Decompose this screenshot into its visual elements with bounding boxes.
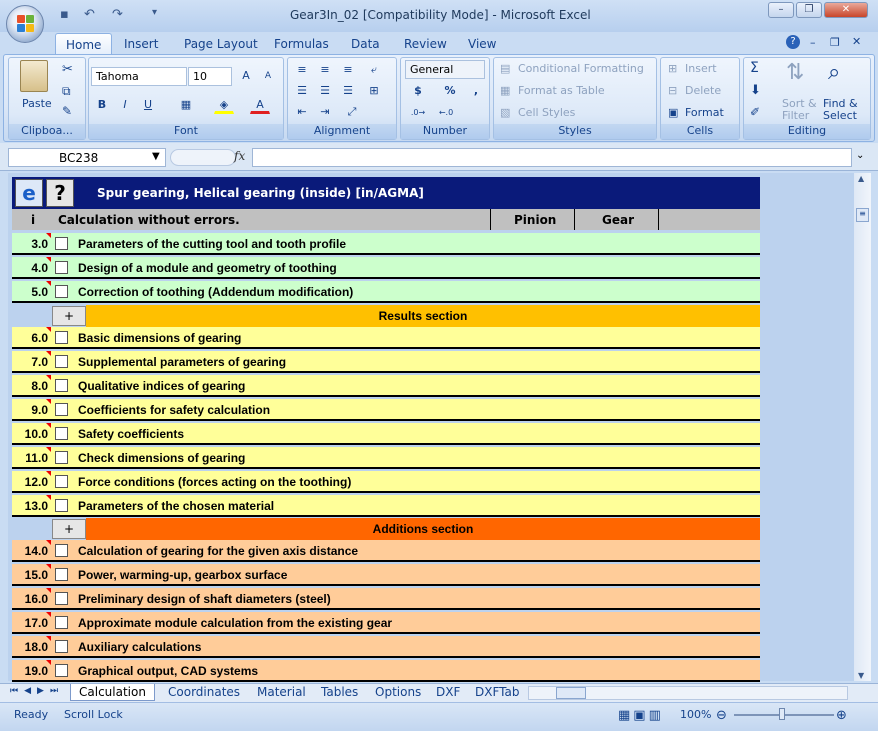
grow-font-icon[interactable]: A (242, 69, 250, 82)
row-label[interactable]: Check dimensions of gearing (78, 451, 246, 465)
additions-expand-button[interactable]: + (52, 519, 86, 539)
row-checkbox[interactable] (55, 616, 68, 629)
row-checkbox[interactable] (55, 592, 68, 605)
orientation-icon[interactable]: ⤢ (347, 105, 357, 118)
row-number: 6.0 (31, 331, 48, 345)
tab-review[interactable]: Review (404, 37, 447, 51)
calc-row[interactable] (12, 281, 760, 303)
number-format-combo[interactable]: General (405, 60, 485, 79)
formula-control-pill (170, 149, 236, 166)
format-cells-icon: ▣ (668, 106, 679, 119)
row-number: 9.0 (31, 403, 48, 417)
comment-marker-icon (46, 588, 51, 593)
cells-group-label: Cells (661, 124, 739, 139)
calc-row[interactable] (12, 375, 760, 397)
row-checkbox[interactable] (55, 451, 68, 464)
comment-marker-icon (46, 399, 51, 404)
row-checkbox[interactable] (55, 237, 68, 250)
comma-button[interactable]: , (473, 84, 479, 97)
styles-group-label: Styles (494, 124, 656, 139)
status-scroll-lock: Scroll Lock (64, 708, 123, 721)
row-label[interactable]: Coefficients for safety calculation (78, 403, 271, 417)
minimize-button[interactable]: – (768, 2, 794, 18)
scroll-up-icon[interactable]: ▲ (858, 174, 865, 183)
comment-marker-icon (46, 351, 51, 356)
font-name-combo[interactable]: Tahoma (91, 67, 187, 86)
comment-marker-icon (46, 612, 51, 617)
row-checkbox[interactable] (55, 331, 68, 344)
tab-view[interactable]: View (468, 37, 497, 51)
name-box-dropdown-icon[interactable]: ▼ (152, 151, 160, 162)
results-expand-button[interactable]: + (52, 306, 86, 326)
pinion-column-header: Pinion (514, 213, 557, 227)
calc-row[interactable] (12, 399, 760, 421)
comment-marker-icon (46, 636, 51, 641)
hscroll-thumb[interactable] (556, 687, 586, 699)
gear-column-header: Gear (602, 213, 635, 227)
zoom-slider-thumb[interactable] (779, 708, 785, 720)
additions-section-label: Additions section (86, 518, 760, 540)
tab-home[interactable]: Home (55, 33, 112, 55)
calc-row[interactable] (12, 612, 760, 634)
row-checkbox[interactable] (55, 261, 68, 274)
editing-group-label: Editing (744, 124, 870, 139)
row-checkbox[interactable] (55, 475, 68, 488)
comment-marker-icon (46, 564, 51, 569)
calc-row[interactable] (12, 447, 760, 469)
sheet-title: Spur gearing, Helical gearing (inside) [in/AGMA] (97, 186, 424, 200)
increase-decimal-icon[interactable]: .0→ (410, 108, 426, 117)
formula-input[interactable] (252, 148, 852, 167)
sheet-nav-arrows-icon[interactable]: ⏮◀▶⏭ (10, 686, 65, 696)
row-label[interactable]: Safety coefficients (78, 427, 185, 441)
save-icon[interactable]: ▪ (60, 7, 69, 22)
align-top-icon[interactable]: ≡ (297, 63, 307, 76)
sheet-tab-coordinates[interactable]: Coordinates (168, 685, 241, 699)
align-center-icon[interactable]: ☰ (320, 84, 330, 97)
row-checkbox[interactable] (55, 355, 68, 368)
vscroll-thumb[interactable]: ≡ (856, 208, 869, 222)
row-number: 18.0 (24, 640, 48, 654)
calc-row[interactable] (12, 351, 760, 373)
comment-marker-icon (46, 375, 51, 380)
decrease-indent-icon[interactable]: ⇤ (297, 105, 307, 118)
format-painter-icon[interactable]: ✎ (62, 104, 73, 118)
row-checkbox[interactable] (55, 427, 68, 440)
cell-styles-button[interactable]: Cell Styles (518, 106, 576, 119)
font-color-icon[interactable]: A (250, 96, 270, 114)
sheet-tab-material[interactable]: Material (257, 685, 306, 699)
row-label[interactable]: Force conditions (forces acting on the toothing) (78, 475, 352, 489)
row-label[interactable]: Design of a module and geometry of toothing (78, 261, 337, 275)
cell-styles-icon: ▧ (500, 106, 511, 119)
format-as-table-button[interactable]: Format as Table (518, 84, 605, 97)
row-number: 3.0 (31, 237, 48, 251)
calc-row[interactable] (12, 540, 760, 562)
row-number: 14.0 (24, 544, 48, 558)
status-bar (0, 702, 878, 731)
row-number: 10.0 (24, 427, 48, 441)
align-right-icon[interactable]: ☰ (343, 84, 353, 97)
fill-icon[interactable]: ⬇ (750, 83, 761, 98)
zoom-level[interactable]: 100% (680, 708, 712, 721)
row-number: 8.0 (31, 379, 48, 393)
row-number: 19.0 (24, 664, 48, 678)
row-number: 17.0 (24, 616, 48, 630)
row-label[interactable]: Auxiliary calculations (78, 640, 202, 654)
insert-cells-icon: ⊞ (668, 62, 678, 75)
row-label[interactable]: Power, warming-up, gearbox surface (78, 568, 288, 582)
calc-row[interactable] (12, 660, 760, 682)
row-checkbox[interactable] (55, 544, 68, 557)
autosum-button[interactable]: Σ (750, 60, 759, 76)
customize-qat-icon[interactable]: ▾ (152, 7, 158, 18)
borders-icon[interactable]: ▦ (180, 98, 192, 111)
align-middle-icon[interactable]: ≡ (320, 63, 330, 76)
delete-cells-icon: ⊟ (668, 84, 678, 97)
cut-icon[interactable]: ✂ (62, 62, 73, 77)
row-label[interactable]: Correction of toothing (Addendum modification) (78, 285, 354, 299)
name-box[interactable]: BC238 (8, 148, 166, 167)
increase-indent-icon[interactable]: ⇥ (320, 105, 330, 118)
calc-row[interactable] (12, 564, 760, 586)
results-section-label: Results section (86, 305, 760, 327)
paste-icon[interactable] (20, 60, 48, 92)
row-number: 4.0 (31, 261, 48, 275)
row-number: 7.0 (31, 355, 48, 369)
sort-filter-button[interactable]: Sort & (782, 97, 817, 110)
fill-color-icon[interactable]: ◈ (214, 96, 234, 114)
scroll-down-icon[interactable]: ▼ (858, 671, 865, 680)
number-group-label: Number (401, 124, 489, 139)
copy-icon[interactable]: ⧉ (62, 84, 71, 98)
row-label[interactable]: Parameters of the chosen material (78, 499, 275, 513)
format-as-table-icon: ▦ (500, 84, 511, 97)
row-label[interactable]: Supplemental parameters of gearing (78, 355, 287, 369)
find-select-button[interactable]: Find & (823, 97, 858, 110)
format-cells-button[interactable]: Format (685, 106, 724, 119)
comment-marker-icon (46, 540, 51, 545)
calc-row[interactable] (12, 495, 760, 517)
underline-button[interactable]: U (143, 98, 153, 111)
comment-marker-icon (46, 233, 51, 238)
merge-center-icon[interactable]: ⊞ (369, 84, 379, 97)
view-mode-icons[interactable]: ▦▣▥ (618, 708, 664, 723)
help-icon[interactable]: ? (786, 35, 800, 49)
decrease-decimal-icon[interactable]: ←.0 (438, 108, 454, 117)
sheet-tab-tables[interactable]: Tables (321, 685, 359, 699)
conditional-formatting-button[interactable]: Conditional Formatting (518, 62, 644, 75)
window-title: Gear3In_02 [Compatibility Mode] - Microsoft Excel (290, 8, 591, 22)
redo-icon[interactable]: ↷ (112, 7, 123, 22)
help-button[interactable]: ? (46, 179, 74, 207)
sheet-tab-options[interactable]: Options (375, 685, 422, 699)
browser-link-icon[interactable]: e (15, 179, 43, 207)
row-checkbox[interactable] (55, 499, 68, 512)
shrink-font-icon[interactable]: A (264, 71, 272, 81)
align-left-icon[interactable]: ☰ (297, 84, 307, 97)
insert-cells-button[interactable]: Insert (685, 62, 717, 75)
row-checkbox[interactable] (55, 285, 68, 298)
currency-button[interactable]: $ (414, 84, 422, 97)
wrap-text-icon[interactable]: ⤶ (370, 63, 378, 76)
clipboard-group-label: Clipboa... (9, 124, 85, 139)
row-label[interactable]: Approximate module calculation from the existing gear (78, 616, 393, 630)
ribbon-close-icon[interactable]: ✕ (852, 35, 862, 48)
row-label[interactable]: Parameters of the cutting tool and tooth profile (78, 237, 347, 251)
find-select-icon: ⌕ (828, 60, 841, 85)
row-number: 13.0 (24, 499, 48, 513)
conditional-formatting-icon: ▤ (500, 62, 511, 75)
ribbon-minimize-icon[interactable]: – (810, 36, 816, 49)
find-select-button-line2[interactable]: Select (823, 109, 857, 122)
insert-function-button[interactable]: fx (234, 149, 246, 163)
calc-row[interactable] (12, 471, 760, 493)
row-number: 5.0 (31, 285, 48, 299)
row-number: 15.0 (24, 568, 48, 582)
row-number: 11.0 (25, 451, 48, 465)
italic-button[interactable]: I (123, 98, 127, 111)
undo-icon[interactable]: ↶ (84, 7, 95, 22)
row-checkbox[interactable] (55, 664, 68, 677)
zoom-out-icon[interactable]: ⊖ (716, 708, 727, 723)
row-number: 16.0 (24, 592, 48, 606)
calc-row[interactable] (12, 233, 760, 255)
office-logo-icon (17, 15, 35, 33)
row-label[interactable]: Calculation of gearing for the given axis distance (78, 544, 359, 558)
results-section-bar (12, 305, 760, 327)
tab-page-layout[interactable]: Page Layout (184, 37, 258, 51)
alignment-group-label: Alignment (288, 124, 396, 139)
sheet-tab-calculation[interactable]: Calculation (70, 684, 155, 701)
tab-insert[interactable]: Insert (124, 37, 159, 51)
row-label[interactable]: Graphical output, CAD systems (78, 664, 259, 678)
calc-row[interactable] (12, 636, 760, 658)
comment-marker-icon (46, 281, 51, 286)
font-size-combo[interactable]: 10 (188, 67, 232, 86)
row-label[interactable]: Qualitative indices of gearing (78, 379, 246, 393)
align-bottom-icon[interactable]: ≡ (343, 63, 353, 76)
vertical-scrollbar[interactable] (854, 173, 871, 681)
calc-row[interactable] (12, 423, 760, 445)
zoom-in-icon[interactable]: ⊕ (836, 708, 847, 723)
close-button[interactable]: ✕ (824, 2, 868, 18)
paste-button[interactable]: Paste (22, 97, 52, 110)
comment-marker-icon (46, 257, 51, 262)
comment-marker-icon (46, 447, 51, 452)
status-ready: Ready (14, 708, 49, 721)
additions-section-bar (12, 518, 760, 540)
comment-marker-icon (46, 327, 51, 332)
font-group-label: Font (89, 124, 283, 139)
sheet-tab-dxftab[interactable]: DXFTab (475, 685, 520, 699)
comment-marker-icon (46, 423, 51, 428)
expand-formula-icon[interactable]: ⌄ (856, 150, 865, 161)
row-checkbox[interactable] (55, 568, 68, 581)
row-label[interactable]: Basic dimensions of gearing (78, 331, 242, 345)
comment-marker-icon (46, 495, 51, 500)
office-button[interactable] (6, 5, 44, 43)
comment-marker-icon (46, 471, 51, 476)
sort-filter-icon: ⇅ (786, 60, 805, 85)
column-index-header: i (31, 213, 36, 227)
comment-marker-icon (46, 660, 51, 665)
delete-cells-button[interactable]: Delete (685, 84, 722, 97)
sheet-tab-dxf[interactable]: DXF (436, 685, 461, 699)
tab-formulas[interactable]: Formulas (274, 37, 329, 51)
row-checkbox[interactable] (55, 640, 68, 653)
tab-data[interactable]: Data (351, 37, 380, 51)
row-checkbox[interactable] (55, 403, 68, 416)
calculation-status: Calculation without errors. (58, 213, 240, 227)
calc-row[interactable] (12, 257, 760, 279)
percent-button[interactable]: % (444, 84, 456, 97)
ribbon-restore-icon[interactable]: ❐ (830, 36, 840, 49)
clear-icon[interactable]: ✐ (750, 105, 761, 119)
row-checkbox[interactable] (55, 379, 68, 392)
maximize-button[interactable]: ❐ (796, 2, 822, 18)
calc-row[interactable] (12, 327, 760, 349)
sort-filter-button-line2[interactable]: Filter (782, 109, 810, 122)
calc-row[interactable] (12, 588, 760, 610)
row-label[interactable]: Preliminary design of shaft diameters (steel) (78, 592, 331, 606)
bold-button[interactable]: B (97, 98, 107, 111)
row-number: 12.0 (24, 475, 48, 489)
